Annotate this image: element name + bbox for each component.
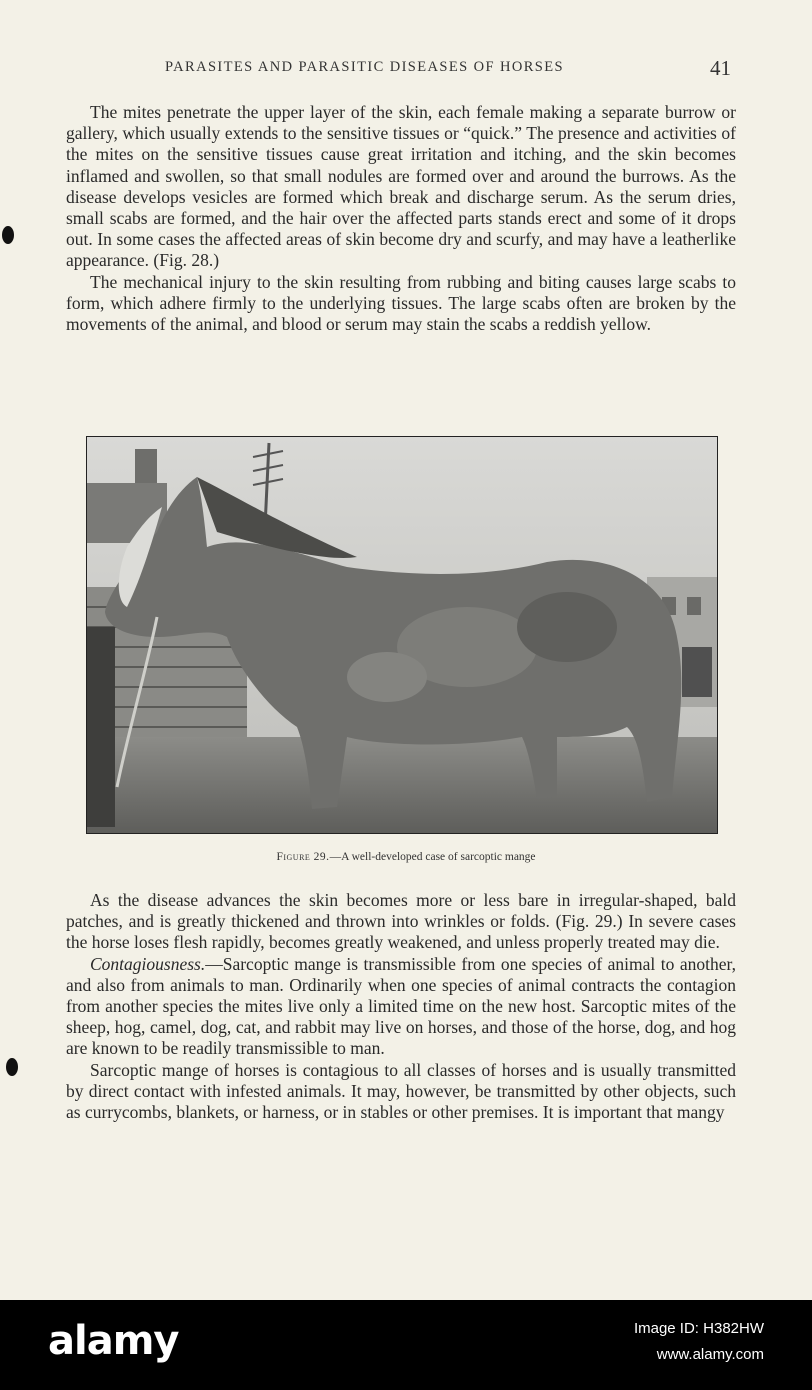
figure-photo-horse — [86, 436, 718, 834]
paragraph: As the disease advances the skin becomes more or less bare in irregular-shaped, bald patches, and is greatly thickened and thrown into wrinkles or folds. (Fig. 29.) In severe cases the horse loses flesh rapidly, becomes greatly weakened, and unless properly treated may die. — [66, 890, 736, 953]
section-heading: Contagiousness. — [90, 953, 206, 974]
alamy-logo: alamy — [48, 1318, 179, 1364]
stock-photo-bar — [0, 1300, 812, 1390]
image-id-block — [634, 1316, 764, 1368]
figure-label: Figure 29. — [276, 851, 330, 863]
site-url: www.alamy.com — [656, 1346, 764, 1363]
paragraph-contagiousness — [66, 954, 736, 1060]
text-block-bottom — [66, 890, 736, 1123]
page-header — [0, 56, 812, 80]
page-number: 41 — [710, 56, 731, 80]
figure-caption-text: —A well-developed case of sarcoptic mange — [329, 851, 536, 863]
binding-hole — [6, 1058, 18, 1076]
image-id: Image ID: H382HW — [633, 1320, 764, 1337]
paragraph: Sarcoptic mange of horses is contagious to all classes of horses and is usually transmitted by direct contact with infested animals. It may, however, be transmitted by other objects, such as currycombs, blankets, or harness, or in stables or other premises. It is important that mangy — [66, 1059, 736, 1123]
binding-hole — [2, 226, 14, 244]
text-block-top — [66, 102, 736, 335]
paragraph: The mechanical injury to the skin resulting from rubbing and biting causes large scabs to form, which adhere firmly to the underlying tissues. The large scabs often are broken by the movements of the animal, and blood or serum may stain the scabs a reddish yellow. — [66, 271, 736, 335]
running-head: PARASITES AND PARASITIC DISEASES OF HORSES — [165, 59, 564, 75]
figure-caption — [0, 851, 812, 863]
horse-photograph — [87, 437, 717, 833]
paragraph-text: —Sarcoptic mange is transmissible from one species of animal to another, and also from animals to man. Ordinarily when one species of animal contracts the contagion from another species the mites live only a limited time on the new host. Sarcoptic mites of the sheep, hog, camel, dog, cat, and rabbit may live on horses, and those of the horse, dog, and hog are known to be readily transmissible to man. — [66, 953, 736, 1059]
paragraph: The mites penetrate the upper layer of the skin, each female making a separate burrow or gallery, which usually extends to the sensitive tissues or “quick.” The presence and activities of the mites on the sensitive tissues cause great irritation and itching, and the skin becomes inflamed and swollen, so that small nodules are formed over and around the burrows. As the disease develops vesicles are formed which break and discharge serum. As the serum dries, small scabs are formed, and the hair over the affected parts stands erect and some of it drops out. In some cases the affected areas of skin become dry and scurfy, and may have a leatherlike appearance. (Fig. 28.) — [66, 102, 736, 271]
